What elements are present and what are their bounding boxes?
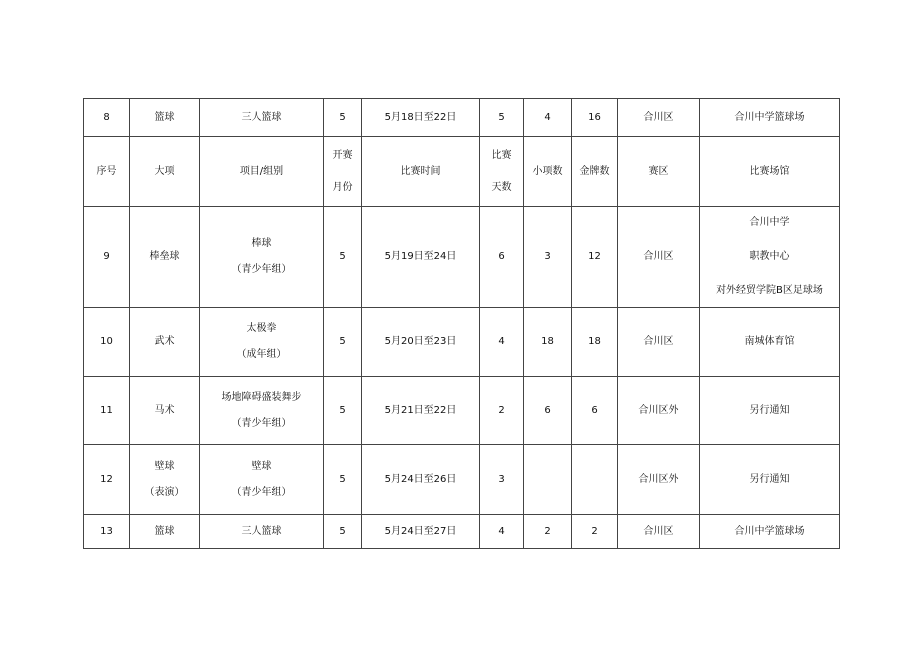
cell-time: 5月24日至26日 <box>362 445 480 515</box>
header-zone: 赛区 <box>618 137 700 207</box>
cell-items: 18 <box>524 308 572 377</box>
cell-month: 5 <box>324 377 362 445</box>
cell-zone: 合川区 <box>618 99 700 137</box>
header-venue: 比赛场馆 <box>700 137 840 207</box>
table-row <box>84 308 840 377</box>
cell-zone: 合川区外 <box>618 377 700 445</box>
cell-month: 5 <box>324 515 362 549</box>
cell-seq: 13 <box>84 515 130 549</box>
cell-days: 6 <box>480 207 524 308</box>
header-days <box>480 137 524 207</box>
cell-event-line2: （青少年组） <box>231 417 292 429</box>
cell-major: 武术 <box>130 308 200 377</box>
cell-venue: 另行通知 <box>700 445 840 515</box>
cell-venue: 另行通知 <box>700 377 840 445</box>
cell-venue-line3: 对外经贸学院B区足球场 <box>716 285 823 296</box>
cell-event: 三人篮球 <box>200 515 324 549</box>
header-month <box>324 137 362 207</box>
cell-venue: 合川中学篮球场 <box>700 515 840 549</box>
cell-event-line2: （青少年组） <box>231 264 292 275</box>
cell-event <box>200 207 324 308</box>
header-days-line2: 天数 <box>491 181 512 193</box>
cell-venue-line2: 职教中心 <box>749 251 790 262</box>
table-row <box>84 515 840 549</box>
cell-major: 棒垒球 <box>130 207 200 308</box>
cell-items: 3 <box>524 207 572 308</box>
cell-month: 5 <box>324 99 362 137</box>
cell-venue-line1: 合川中学 <box>749 217 790 228</box>
cell-medals <box>572 445 618 515</box>
cell-days: 2 <box>480 377 524 445</box>
header-row <box>84 137 840 207</box>
cell-seq: 9 <box>84 207 130 308</box>
cell-days: 4 <box>480 308 524 377</box>
cell-major-line2: （表演） <box>144 486 185 498</box>
cell-venue: 合川中学篮球场 <box>700 99 840 137</box>
cell-medals: 18 <box>572 308 618 377</box>
cell-month: 5 <box>324 308 362 377</box>
cell-time: 5月19日至24日 <box>362 207 480 308</box>
cell-days: 4 <box>480 515 524 549</box>
cell-items: 4 <box>524 99 572 137</box>
cell-items <box>524 445 572 515</box>
schedule-table <box>83 98 840 549</box>
cell-event-line1: 场地障碍盛装舞步 <box>221 391 302 403</box>
cell-zone: 合川区 <box>618 515 700 549</box>
cell-medals: 6 <box>572 377 618 445</box>
cell-seq: 12 <box>84 445 130 515</box>
header-month-line2: 月份 <box>332 181 353 193</box>
header-time: 比赛时间 <box>362 137 480 207</box>
cell-time: 5月18日至22日 <box>362 99 480 137</box>
cell-days: 3 <box>480 445 524 515</box>
cell-major <box>130 445 200 515</box>
cell-event-line2: （青少年组） <box>231 486 292 498</box>
cell-seq: 11 <box>84 377 130 445</box>
cell-seq: 10 <box>84 308 130 377</box>
cell-major: 篮球 <box>130 99 200 137</box>
cell-medals: 2 <box>572 515 618 549</box>
cell-time: 5月21日至22日 <box>362 377 480 445</box>
cell-event-line1: 壁球 <box>251 460 272 472</box>
cell-zone: 合川区 <box>618 207 700 308</box>
cell-items: 2 <box>524 515 572 549</box>
header-major: 大项 <box>130 137 200 207</box>
cell-major-line1: 壁球 <box>154 460 175 472</box>
header-month-line1: 开赛 <box>332 149 353 161</box>
header-days-line1: 比赛 <box>491 149 512 161</box>
cell-time: 5月20日至23日 <box>362 308 480 377</box>
cell-medals: 16 <box>572 99 618 137</box>
cell-medals: 12 <box>572 207 618 308</box>
cell-seq: 8 <box>84 99 130 137</box>
table-row <box>84 207 840 308</box>
cell-venue <box>700 207 840 308</box>
cell-event: 三人篮球 <box>200 99 324 137</box>
cell-month: 5 <box>324 445 362 515</box>
cell-event <box>200 377 324 445</box>
table-row <box>84 377 840 445</box>
header-medals: 金牌数 <box>572 137 618 207</box>
cell-event-line1: 棒球 <box>251 238 272 249</box>
cell-event <box>200 308 324 377</box>
cell-event-line2: （成年组） <box>236 349 287 360</box>
header-items: 小项数 <box>524 137 572 207</box>
cell-zone: 合川区 <box>618 308 700 377</box>
cell-major: 马术 <box>130 377 200 445</box>
cell-major: 篮球 <box>130 515 200 549</box>
cell-days: 5 <box>480 99 524 137</box>
header-seq: 序号 <box>84 137 130 207</box>
cell-event <box>200 445 324 515</box>
table-row <box>84 445 840 515</box>
table-row <box>84 99 840 137</box>
cell-month: 5 <box>324 207 362 308</box>
header-event: 项目/组别 <box>200 137 324 207</box>
cell-venue: 南城体育馆 <box>700 308 840 377</box>
cell-items: 6 <box>524 377 572 445</box>
cell-time: 5月24日至27日 <box>362 515 480 549</box>
cell-zone: 合川区外 <box>618 445 700 515</box>
cell-event-line1: 太极拳 <box>246 323 277 334</box>
